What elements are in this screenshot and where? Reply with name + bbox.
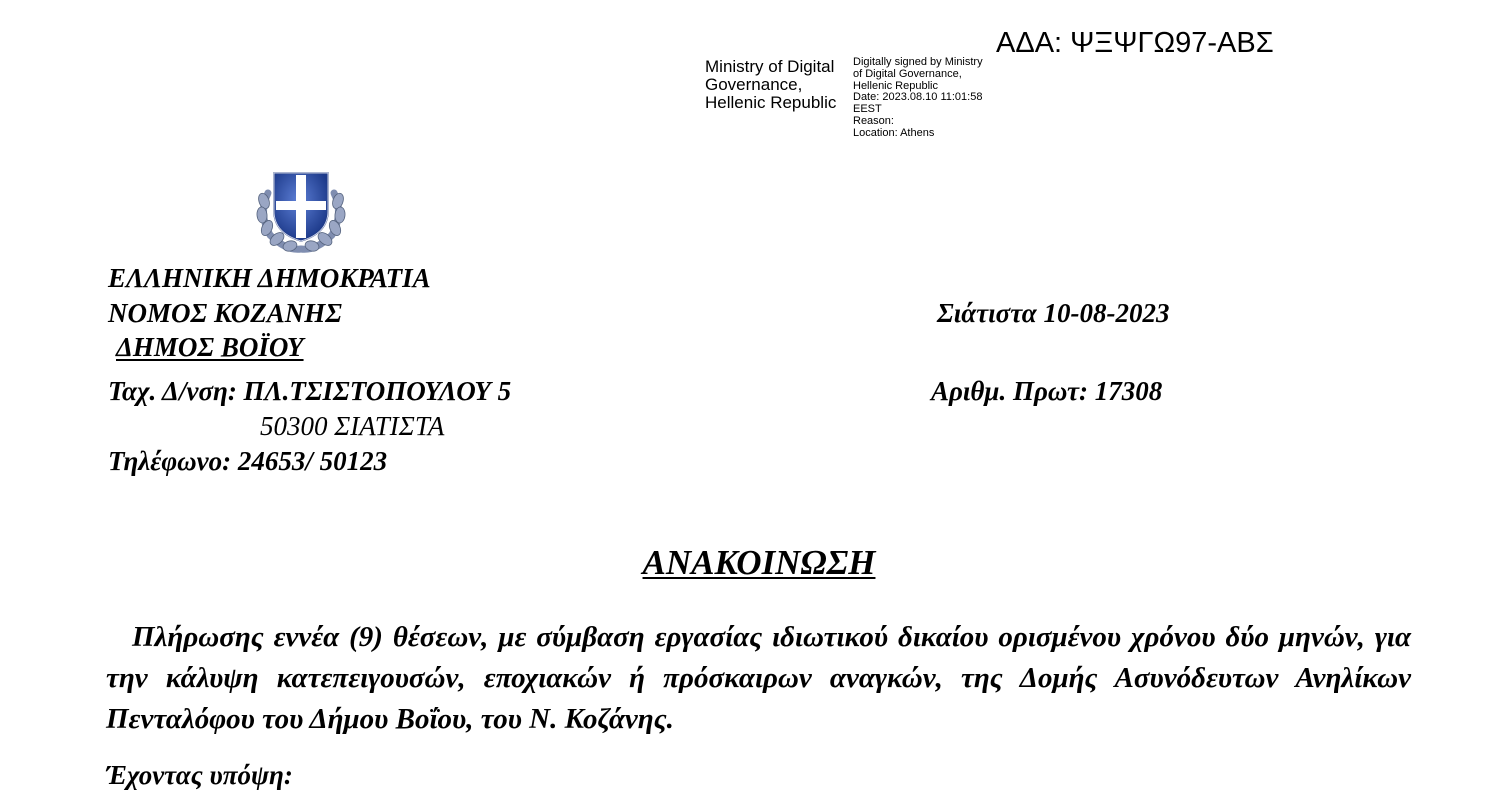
signature-detail-line: Digitally signed by Ministry [853,56,983,68]
signature-detail-line: Location: Athens [853,126,935,139]
signer-line: Hellenic Republic [705,93,837,112]
document-title: ΑΝΑΚΟΙΝΩΣΗ [642,543,876,582]
digital-signature-signer [705,58,850,112]
prefecture-heading: ΝΟΜΟΣ ΚΟΖΑΝΗΣ [108,298,343,328]
protocol-number: Αριθμ. Πρωτ: 17308 [931,376,1163,406]
place-and-date: Σιάτιστα 10-08-2023 [937,298,1170,328]
postal-address: Ταχ. Δ/νση: ΠΛ.ΤΣΙΣΤΟΠΟΥΛΟΥ 5 [108,376,512,406]
considering-heading: Έχοντας υπόψη: [106,760,293,790]
digital-signature-details [853,57,1003,140]
phone-number: Τηλέφωνο: 24653/ 50123 [108,446,388,476]
republic-heading: ΕΛΛΗΝΙΚΗ ΔΗΜΟΚΡΑΤΙΑ [108,263,431,293]
signature-detail-line: Reason: [853,114,894,127]
signer-line: Ministry of Digital [705,57,835,76]
municipality-heading: ΔΗΜΟΣ ΒΟΪΟΥ [116,332,304,362]
ada-number: ΑΔΑ: ΨΞΨΓΩ97-ΑΒΣ [996,27,1274,59]
signature-detail-line: Date: 2023.08.10 11:01:58 [853,91,983,104]
signature-detail-line: Hellenic Republic [853,79,938,92]
greek-coat-of-arms-icon [248,163,354,255]
signature-detail-line: of Digital Governance, [853,67,962,80]
postal-code-city: 50300 ΣΙΑΤΙΣΤΑ [260,411,445,441]
announcement-paragraph: Πλήρωσης εννέα (9) θέσεων, με σύμβαση εργασίας ιδιωτικού δικαίου ορισμένου χρόνου δύο μηνών, για την κάλυψη κατεπειγουσών, εποχιακών ή πρόσκαιρων αναγκών, της Δομής Ασυνόδευτων Ανηλίκων Πενταλόφου του Δήμου Βοΐου, του Ν. Κοζάνης. [106,621,1411,735]
signature-detail-line: EEST [853,103,882,116]
signer-line: Governance, [705,75,803,94]
